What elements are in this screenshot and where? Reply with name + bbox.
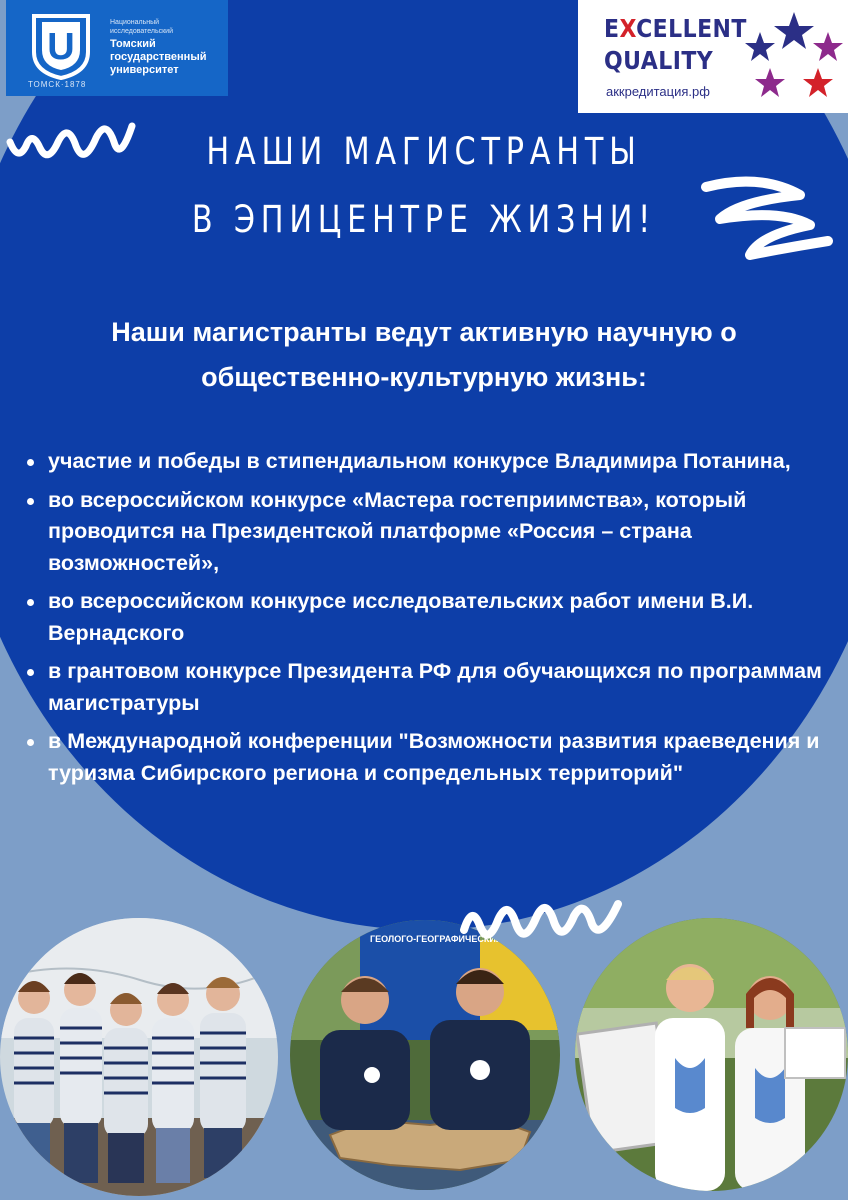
eq-line-1	[604, 14, 747, 43]
eq-letter-e: E	[604, 14, 620, 43]
tsu-shield-icon	[30, 12, 92, 80]
page-title-line-1: НАШИ МАГИСТРАНТЫ	[206, 130, 642, 173]
eq-line-2: QUALITY	[604, 46, 714, 75]
intro-line-1: Наши магистранты ведут активную научную о	[111, 317, 737, 347]
photo-students-group	[0, 918, 278, 1196]
list-item: во всероссийском конкурсе «Мастера гостеприимства», который проводится на Президентской платформе «Россия – страна возможностей»,	[24, 485, 839, 580]
photo-students-map	[290, 920, 560, 1190]
list-item: в грантовом конкурсе Президента РФ для обучающихся по программам магистратуры	[24, 656, 839, 719]
tsu-logo	[6, 0, 228, 96]
excellent-quality-logo	[578, 0, 848, 113]
tsu-name: Томский государственный университет	[110, 38, 207, 76]
banner-text: ГЕОЛОГО-ГЕОГРАФИЧЕСКИЙ ФАКУЛЬТЕТ	[370, 934, 559, 944]
list-item: в Международной конференции "Возможности развития краеведения и туризма Сибирского региона и сопредельных территорий"	[24, 726, 839, 789]
list-item: участие и победы в стипендиальном конкурсе Владимира Потанина,	[24, 446, 839, 478]
squiggle-decoration-middle	[458, 890, 638, 950]
stars-icon	[744, 10, 844, 106]
achievements-list	[24, 446, 839, 796]
list-item: во всероссийском конкурсе исследовательских работ имени В.И. Вернадского	[24, 586, 839, 649]
eq-rest: CELLENT	[636, 14, 747, 43]
intro-line-2: общественно-культурную жизнь:	[201, 362, 647, 392]
page-title-line-2: В ЭПИЦЕНТРЕ ЖИЗНИ!	[191, 198, 657, 241]
eq-url: аккредитация.рф	[606, 84, 710, 99]
tsu-year: ТОМСК·1878	[28, 80, 87, 89]
eq-letter-x: X	[619, 14, 637, 43]
intro-text	[0, 310, 848, 400]
tsu-letter: U	[47, 26, 75, 68]
photo-event-outdoor	[575, 918, 848, 1191]
tsu-subtitle: Национальный исследовательский	[110, 19, 173, 35]
